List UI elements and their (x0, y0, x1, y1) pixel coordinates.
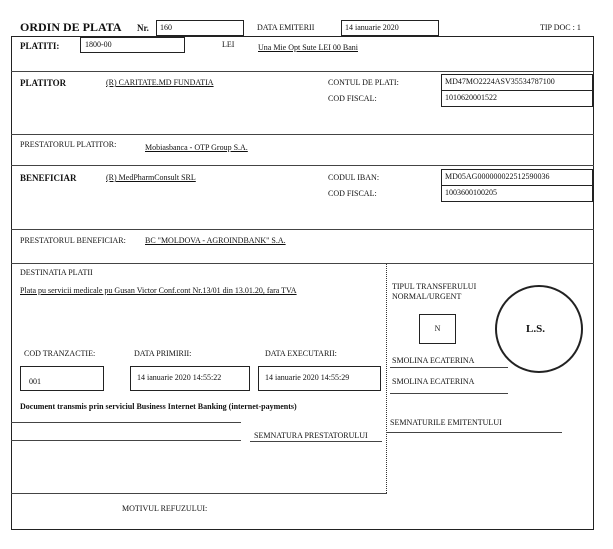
amount-value: 1800-00 (85, 40, 112, 49)
transmission-note: Document transmis prin serviciul Business Internet Banking (internet-payments) (20, 402, 297, 411)
primirii-label: DATA PRIMIRII: (134, 349, 192, 358)
beneficiary-iban-field (441, 169, 593, 186)
signer-2: SMOLINA ECATERINA (392, 377, 475, 386)
beneficiary-iban-label: CODUL IBAN: (328, 173, 380, 182)
beneficiary-bank-label: PRESTATORUL BENEFICIAR: (20, 236, 126, 245)
payer-account-label: CONTUL DE PLATI: (328, 78, 399, 87)
signer-1-line (390, 367, 508, 368)
transfer-field (419, 314, 456, 344)
beneficiary-name: (R) MedPharmConsult SRL (106, 173, 196, 182)
note-line-1 (11, 422, 241, 423)
signer-1: SMOLINA ECATERINA (392, 356, 475, 365)
date-label: DATA EMITERII (257, 23, 315, 32)
destination-value: Plata pu servicii medicale pu Gusan Victor Conf.cont Nr.13/01 din 13.01.20, fara TVA (20, 286, 297, 295)
sign-provider-line (250, 441, 382, 442)
divider-2 (11, 134, 594, 135)
nr-field (156, 20, 244, 36)
divider-1 (11, 71, 594, 72)
currency: LEI (222, 40, 235, 49)
nr-value: 160 (160, 23, 172, 32)
refusal-label: MOTIVUL REFUZULUI: (122, 504, 208, 513)
primirii-value: 14 ianuarie 2020 14:55:22 (137, 373, 222, 382)
tranz-value: 001 (29, 377, 41, 386)
divider-6 (11, 493, 387, 494)
stamp-label: L.S. (526, 323, 545, 335)
payer-bank-value: Mobiasbanca - OTP Group S.A. (145, 143, 248, 152)
payer-fiscal-field (441, 90, 593, 107)
beneficiary-fiscal-value: 1003600100205 (445, 188, 497, 197)
amount-in-words: Una Mie Opt Sute LEI 00 Bani (258, 43, 358, 52)
payer-label: PLATITOR (20, 78, 67, 88)
beneficiary-bank-value: BC "MOLDOVA - AGROINDBANK" S.A. (145, 236, 286, 245)
tranz-field (20, 366, 104, 391)
amount-field (80, 37, 185, 53)
payer-account-field (441, 74, 593, 91)
beneficiary-label: BENEFICIAR (20, 173, 77, 183)
payer-account-value: MD47MO2224ASV35534787100 (445, 77, 555, 86)
date-field (341, 20, 439, 36)
beneficiary-fiscal-label: COD FISCAL: (328, 189, 377, 198)
payer-fiscal-value: 1010620001522 (445, 93, 497, 102)
sign-provider-label: SEMNATURA PRESTATORULUI (254, 431, 368, 440)
nr-label: Nr. (137, 23, 149, 33)
vertical-separator (386, 264, 387, 493)
sign-issuer-line (386, 432, 562, 433)
document-title: ORDIN DE PLATA (20, 20, 122, 34)
amount-label: PLATITI: (20, 41, 60, 51)
executarii-value: 14 ianuarie 2020 14:55:29 (265, 373, 350, 382)
divider-5 (11, 263, 594, 264)
payer-name: (R) CARITATE.MD FUNDATIA (106, 78, 214, 87)
beneficiary-iban-value: MD05AG000000022512590036 (445, 172, 550, 181)
destination-label: DESTINATIA PLATII (20, 268, 93, 277)
transfer-value: N (434, 324, 441, 333)
note-line-2 (11, 440, 241, 441)
tip-doc: TIP DOC : 1 (540, 23, 581, 32)
sign-issuer-label: SEMNATURILE EMITENTULUI (390, 418, 502, 427)
primirii-field (130, 366, 250, 391)
executarii-label: DATA EXECUTARII: (265, 349, 337, 358)
executarii-field (258, 366, 381, 391)
payer-fiscal-label: COD FISCAL: (328, 94, 377, 103)
date-value: 14 ianuarie 2020 (345, 23, 399, 32)
signer-2-line (390, 393, 508, 394)
divider-4 (11, 229, 594, 230)
beneficiary-fiscal-field (441, 185, 593, 202)
transfer-label: TIPUL TRANSFERULUI NORMAL/URGENT (392, 282, 477, 301)
document-frame (11, 36, 594, 530)
tranz-label: COD TRANZACTIE: (24, 349, 96, 358)
payer-bank-label: PRESTATORUL PLATITOR: (20, 140, 117, 149)
divider-3 (11, 165, 594, 166)
